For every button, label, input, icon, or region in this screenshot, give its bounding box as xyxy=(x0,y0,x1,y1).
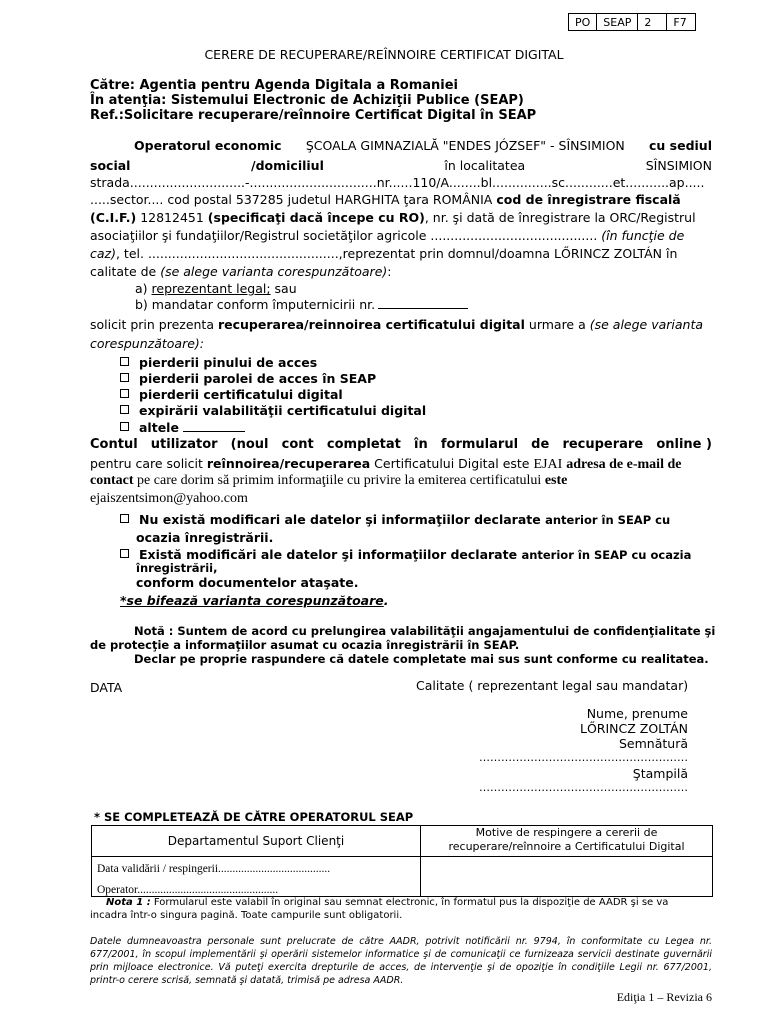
option-no-changes-cont: ocazia înregistrării. xyxy=(136,530,274,545)
locality-label: în localitatea xyxy=(444,158,526,173)
operator-lead: Operatorul economic xyxy=(134,138,282,153)
footer-note: Nota 1 : Formularul este valabil în original sau semnat electronic, în formatul pus la dispoziţie de AADR şi se va xyxy=(106,897,669,908)
document-title: CERERE DE RECUPERARE/REÎNNOIRE CERTIFICAT DIGITAL xyxy=(204,47,564,62)
checkbox[interactable] xyxy=(120,405,129,414)
country: ROMÂNIA xyxy=(432,192,493,207)
attention-line: În atenţia: Sistemului Electronic de Achiziţii Publice (SEAP) xyxy=(90,93,524,108)
locality: SÎNSIMION xyxy=(645,158,712,173)
signature-field[interactable]: ………………………………………………… xyxy=(479,751,688,764)
stamp-field[interactable]: ………………………………………………… xyxy=(479,781,688,794)
recipient-line: Către: Agentia pentru Agenda Digitala a Romaniei xyxy=(90,78,459,93)
validation-date-field[interactable]: Data validării / respingerii....................................... xyxy=(97,863,331,875)
code-cell: 2 xyxy=(638,14,667,31)
account-email: ejaiszentsimon@yahoo.com xyxy=(90,491,248,506)
request-note: corespunzătoare): xyxy=(90,336,204,351)
county: HARGHITA xyxy=(334,192,400,207)
street-line: strada.............................-................................nr......110/A........bl...............sc............et...........ap..... xyxy=(90,175,705,190)
calitate-line: calitate de (se alege varianta corespunzătoare): xyxy=(90,264,392,279)
account-user: EJAI xyxy=(533,457,563,472)
option-b: b) mandatar conform împuternicirii nr. xyxy=(135,297,757,312)
tel-line: caz), tel. ................................................,reprezentat prin domnul/doamna LŐRINCZ ZOLTÁN în xyxy=(90,246,678,261)
checkbox[interactable] xyxy=(120,422,129,431)
code-cell: PO xyxy=(569,14,597,31)
signatory-name: LŐRINCZ ZOLTÁN xyxy=(579,721,688,736)
reasons-header: Motive de respingere a cererii de recuperare/reînnoire a Certificatului Digital xyxy=(448,826,685,853)
checkbox[interactable] xyxy=(120,389,129,398)
reference-line: Ref.:Solicitare recuperare/reînnoire Certificat Digital în SEAP xyxy=(90,108,537,123)
reason-item[interactable]: pierderii pinului de acces xyxy=(120,355,742,370)
request-line: solicit prin prezenta recuperarea/reinnoirea certificatului digital urmare a (se alege varianta xyxy=(90,317,704,332)
assoc-line: asociaţiilor şi fundaţiilor/Registrul societăţilor agricole .......................................... (în funcţie de xyxy=(90,228,685,243)
operator-name: ŞCOALA GIMNAZIALĂ "ENDES JÓZSEF" - SÎNSIMION xyxy=(305,138,625,153)
form-code-box xyxy=(568,13,696,31)
checkbox[interactable] xyxy=(120,549,129,558)
postal-code: 537285 xyxy=(235,192,284,207)
account-line-3: contact pe care dorim să primim informaţiile cu privire la emiterea certificatului este xyxy=(90,473,568,488)
option-changes-docs: conform documentelor ataşate. xyxy=(136,575,359,590)
code-cell: SEAP xyxy=(597,14,638,31)
signature-label: Semnătură xyxy=(618,736,688,751)
operator-field[interactable]: Operator................................................. xyxy=(97,884,279,896)
department-header: Departamentul Suport Clienţi xyxy=(167,834,345,848)
sediu-label: cu sediul xyxy=(648,138,712,153)
checkbox[interactable] xyxy=(120,357,129,366)
nota-line-2: de protecţie a informaţiilor asumat cu ocazia înregistrării în SEAP. xyxy=(90,638,520,652)
cif-line: (C.I.F.) 12812451 (specificaţi dacă începe cu RO), nr. şi dată de înregistrare la ORC/Registrul xyxy=(90,210,696,225)
option-a: a) reprezentant legal; sau xyxy=(135,281,297,296)
date-label: DATA xyxy=(90,680,123,695)
nota-line-1: Notă : Suntem de acord cu prelungirea valabilităţii angajamentului de confidenţialitate şi xyxy=(134,624,716,638)
postal-line: .....sector.... cod postal 537285 judetul HARGHITA ţara ROMÂNIA cod de înregistrare fiscală xyxy=(90,192,681,207)
option-changes[interactable]: Există modificări ale datelor şi informaţiilor declarate anterior în SEAP cu ocazia xyxy=(120,547,742,562)
edition-label: Ediţia 1 – Revizia 6 xyxy=(616,990,712,1004)
account-line-1: Contul utilizator (noul cont completat în formularul de recuperare online ) xyxy=(90,437,712,452)
option-no-changes[interactable]: Nu există modificari ale datelor şi informaţiilor declarate anterior în SEAP cu xyxy=(120,512,742,527)
reason-item[interactable]: pierderii parolei de acces în SEAP xyxy=(120,371,742,386)
checkbox-note: *se bifează varianta corespunzătoare. xyxy=(120,593,389,608)
stamp-label: Ştampilă xyxy=(632,766,688,781)
reason-item[interactable]: altele xyxy=(120,420,742,435)
representative-name: LŐRINCZ ZOLTÁN xyxy=(554,246,663,261)
operator-table xyxy=(91,825,713,897)
reason-item[interactable]: pierderii certificatului digital xyxy=(120,387,742,402)
name-label: Nume, prenume xyxy=(586,706,688,721)
operator-line-1 xyxy=(134,138,712,153)
code-cell: F7 xyxy=(667,14,696,31)
operator-section-title: * SE COMPLETEAZĂ DE CĂTRE OPERATORUL SEAP xyxy=(94,810,414,824)
account-line-2: pentru care solicit reînnoirea/recuperarea Certificatului Digital este EJAI adresa de e-mail de xyxy=(90,456,682,472)
operator-line-2: social /domiciliul în localitatea SÎNSIMION xyxy=(90,158,712,173)
reason-item[interactable]: expirării valabilităţii certificatului digital xyxy=(120,403,742,418)
cif-value: 12812451 xyxy=(140,210,204,225)
declaration-line: Declar pe proprie raspundere că datele completate mai sus sunt conforme cu realitatea. xyxy=(134,652,709,666)
role-label: Calitate ( reprezentant legal sau mandatar) xyxy=(416,678,689,693)
privacy-notice: Datele dumneavoastra personale sunt prelucrate de către AADR, potrivit notificării nr. 9794, în conformitate cu Legea nr. 677/2001, în scopul implementării şi operării sistemelor informatice şi de comunicaţii ce furnizeaza servicii destinate guvernării prin mijloace electronice. Vă puteţi exercita drepturile de acces, de intervenţie şi de opoziţie în condiţiile Legii nr. 677/2001, printr-o cerere scrisă, semnată şi datată, trimisă pe adresa AADR. xyxy=(90,936,712,986)
footer-note-cont: incadra într-o singura pagină. Toate campurile sunt obligatorii. xyxy=(90,910,403,921)
option-changes-cont: înregistrării, xyxy=(136,561,218,575)
checkbox[interactable] xyxy=(120,373,129,382)
checkbox[interactable] xyxy=(120,514,129,523)
